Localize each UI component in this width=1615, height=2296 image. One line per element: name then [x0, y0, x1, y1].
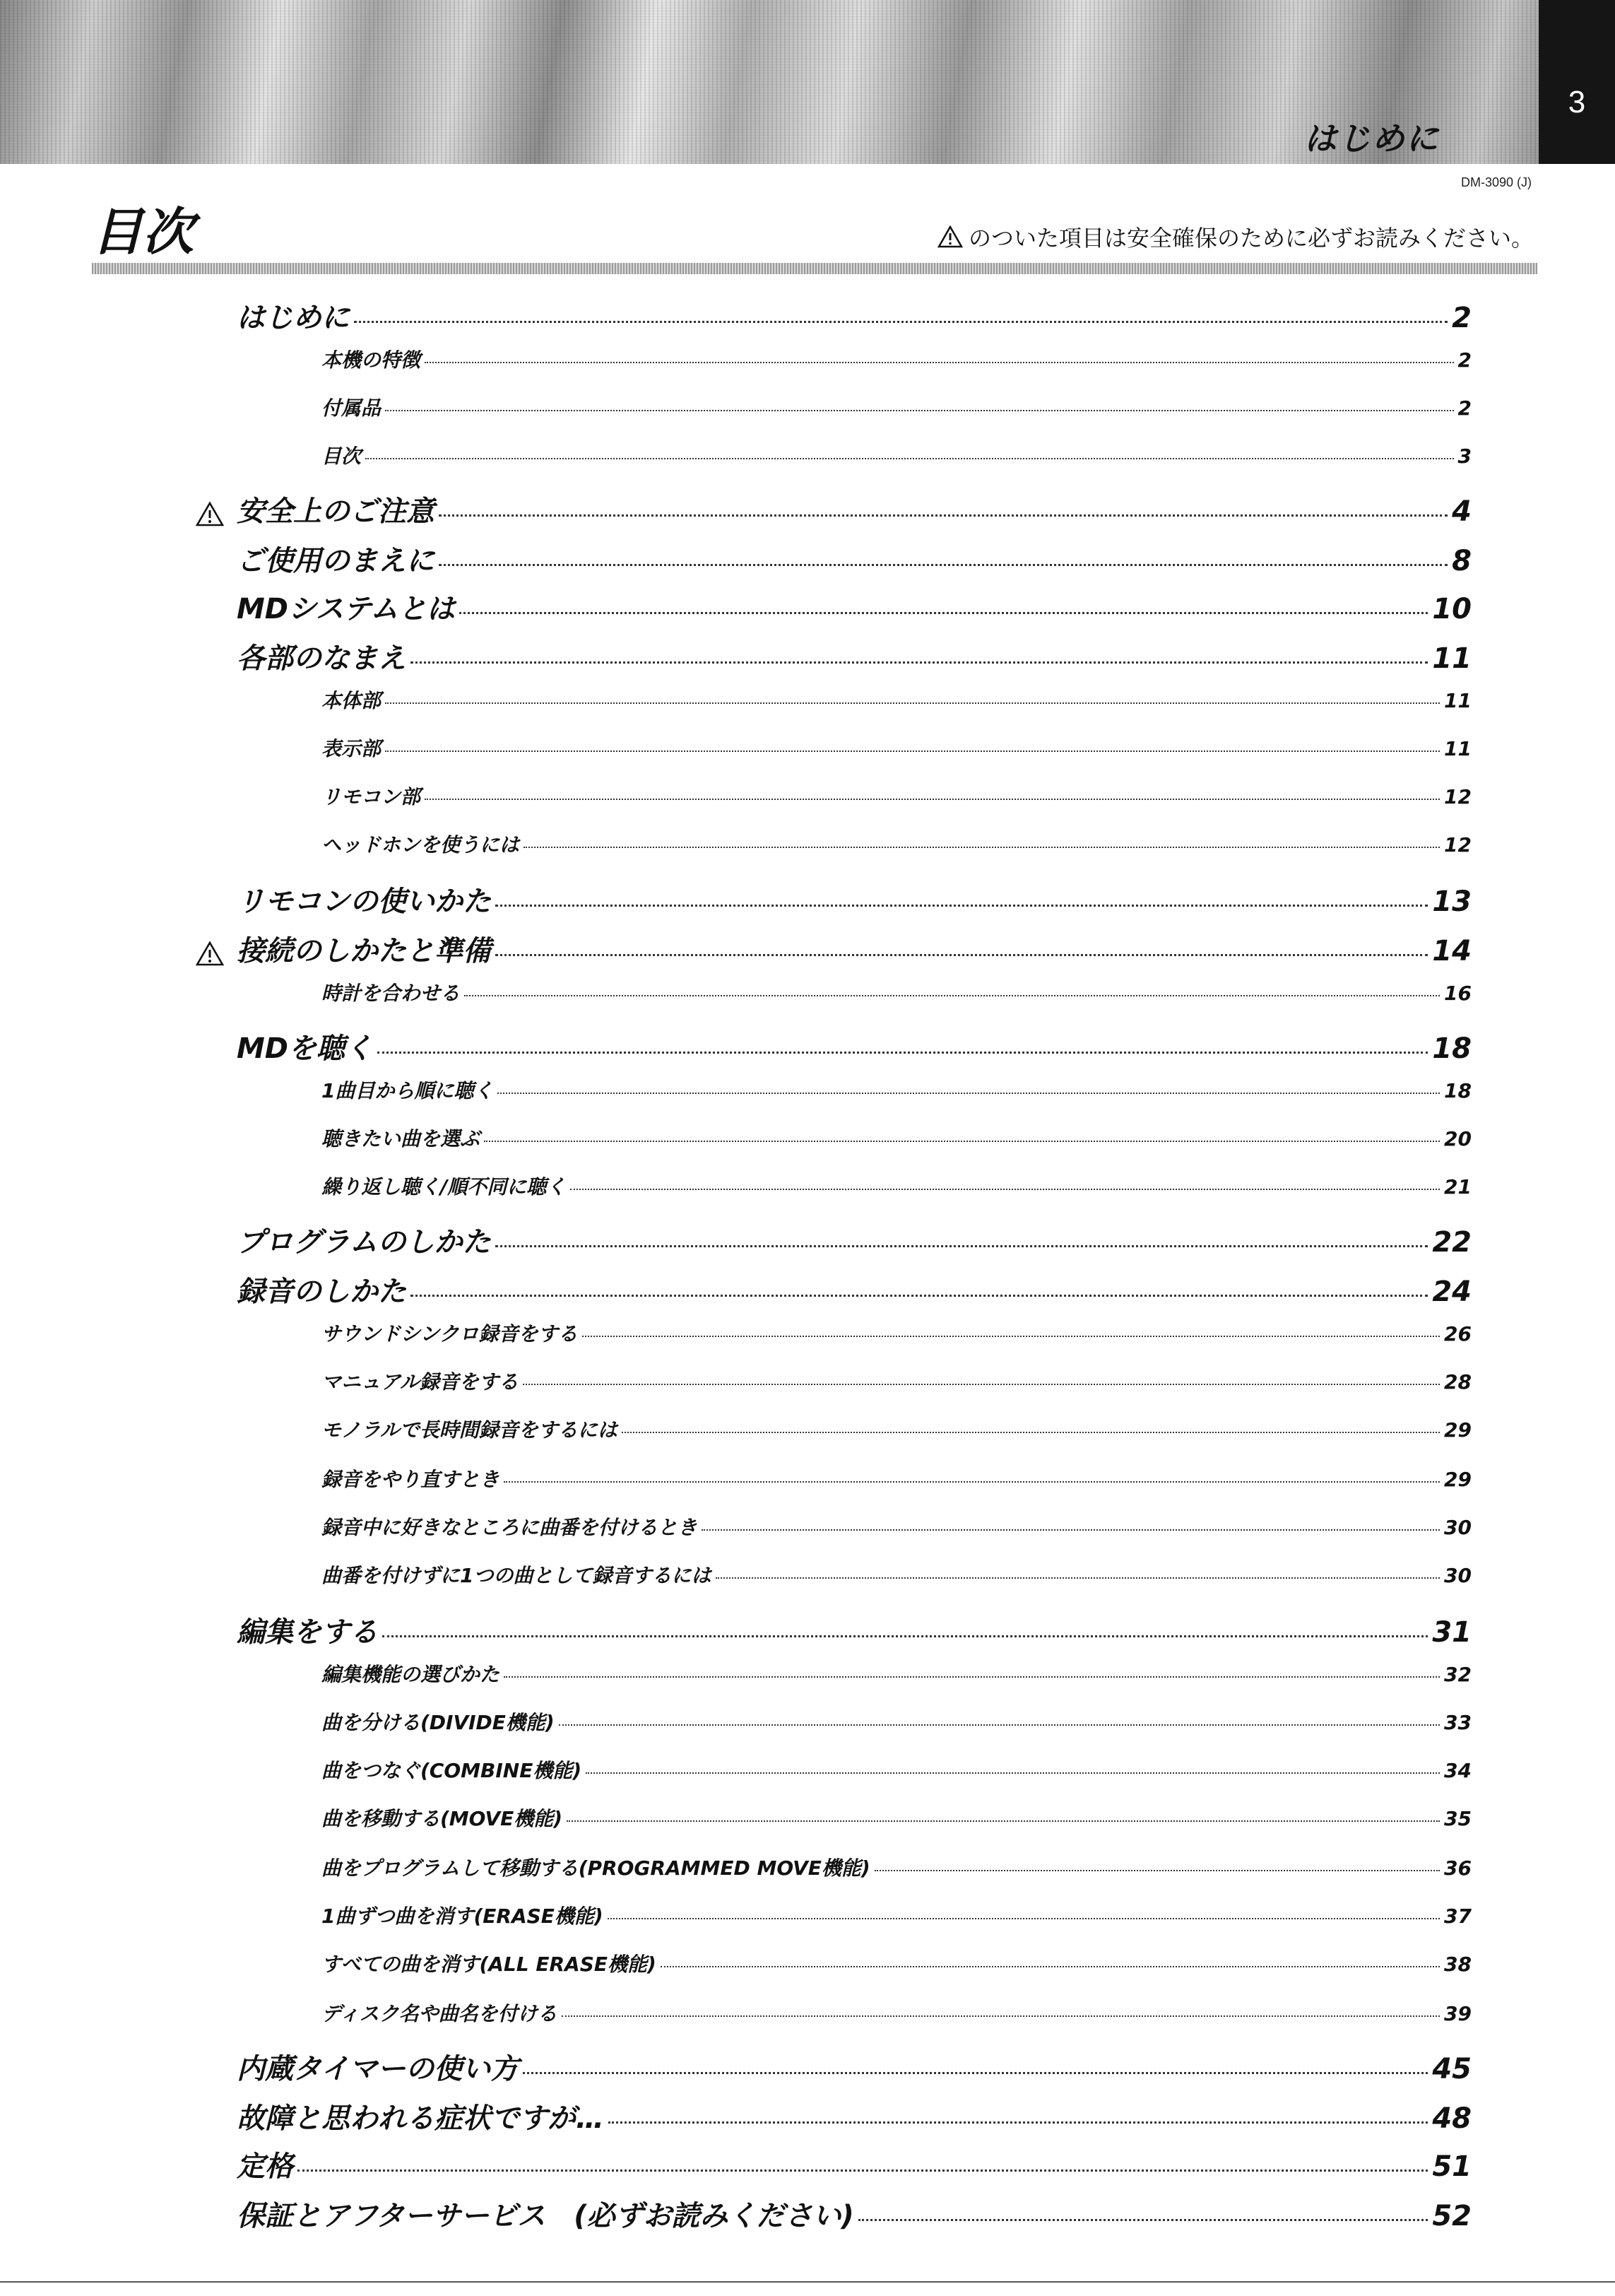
toc-page-number: 29	[1444, 1468, 1472, 1491]
warning-icon	[937, 225, 963, 248]
toc-page-number: 10	[1432, 593, 1472, 625]
toc-page-number: 21	[1444, 1175, 1472, 1199]
toc-title: リモコン部	[321, 785, 421, 808]
dot-leader	[484, 1141, 1440, 1142]
toc-title: 表示部	[321, 737, 381, 760]
page-title: 目次	[92, 202, 194, 261]
toc-page-number: 13	[1432, 885, 1472, 918]
toc-section-row	[321, 830, 1472, 858]
toc-chapter-row	[237, 1220, 1472, 1260]
toc-title: 曲を分ける(DIVIDE機能)	[321, 1711, 555, 1734]
toc-chapter-row	[237, 1610, 1472, 1650]
dot-leader	[497, 1093, 1440, 1094]
toc-title: モノラルで長時間録音をするには	[321, 1418, 617, 1442]
toc-title: サウンドシンクロ録音をする	[321, 1322, 578, 1346]
toc-page-number: 11	[1432, 642, 1472, 675]
toc-title: マニュアル録音をする	[321, 1370, 519, 1394]
toc-title: 録音をやり直すとき	[321, 1468, 500, 1491]
dot-leader	[425, 362, 1454, 363]
toc-chapter-row	[237, 2144, 1472, 2184]
toc-page-number: 12	[1444, 833, 1472, 856]
toc-title: ヘッドホンを使うには	[321, 833, 520, 856]
dot-leader	[661, 1966, 1440, 1967]
toc-title: リモコンの使いかた	[237, 885, 491, 918]
toc-title: 録音のしかた	[237, 1276, 406, 1308]
toc-title: すべての曲を消す(ALL ERASE機能)	[321, 1953, 656, 1976]
dot-leader	[354, 321, 1448, 323]
toc-title: 各部のなまえ	[237, 642, 406, 675]
dot-leader	[495, 1245, 1428, 1247]
section-label: はじめに	[1304, 119, 1440, 158]
dot-leader	[425, 799, 1440, 800]
safety-note	[937, 220, 1534, 253]
toc-page-number: 29	[1444, 1418, 1472, 1442]
toc-title: 内蔵タイマーの使い方	[237, 2053, 519, 2085]
dot-leader	[459, 612, 1428, 614]
toc-title: 時計を合わせる	[321, 982, 461, 1005]
dot-leader	[567, 1820, 1440, 1822]
toc-title: 1曲目から順に聴く	[321, 1079, 494, 1102]
toc-page-number: 11	[1444, 689, 1472, 712]
toc-section-row	[321, 1707, 1472, 1736]
dot-leader	[382, 1635, 1428, 1637]
dot-leader	[562, 2015, 1440, 2017]
toc-title: MDシステムとは	[237, 593, 456, 625]
toc-page-number: 16	[1444, 982, 1472, 1005]
toc-section-row	[321, 1560, 1472, 1589]
dot-leader	[439, 514, 1448, 517]
dot-leader	[365, 458, 1454, 459]
dot-leader	[504, 1676, 1440, 1678]
toc-page-number: 8	[1452, 545, 1472, 577]
dot-leader	[622, 1432, 1440, 1433]
dot-leader	[495, 954, 1428, 956]
toc-chapter-row	[237, 636, 1472, 676]
toc-page-number: 11	[1444, 737, 1472, 760]
dot-leader	[702, 1529, 1440, 1531]
toc-page-number: 12	[1444, 785, 1472, 808]
toc-title: ディスク名や曲名を付ける	[321, 2002, 557, 2025]
toc-title: 故障と思われる症状ですが…	[237, 2102, 604, 2135]
toc-section-row	[321, 782, 1472, 810]
toc-title: はじめに	[237, 302, 350, 334]
toc-title: 曲をつなぐ(COMBINE機能)	[321, 1759, 582, 1782]
toc-chapter-row	[237, 1026, 1472, 1066]
toc-chapter-row	[237, 489, 1472, 529]
dot-leader	[385, 410, 1454, 411]
toc-page-number: 20	[1444, 1127, 1472, 1150]
toc-section-row	[321, 1124, 1472, 1152]
toc-section-row	[321, 1367, 1472, 1395]
toc-title: 繰り返し聴く/順不同に聴く	[321, 1175, 567, 1199]
toc-section-row	[321, 978, 1472, 1006]
toc-title: 録音中に好きなところに曲番を付けるとき	[321, 1516, 698, 1539]
toc-chapter-row	[237, 879, 1472, 919]
dot-leader	[504, 1481, 1440, 1483]
dot-leader	[464, 995, 1440, 996]
toc-title: 聴きたい曲を選ぶ	[321, 1127, 480, 1150]
toc-page-number: 51	[1432, 2150, 1472, 2183]
toc-title: 接続のしかたと準備	[237, 935, 491, 967]
toc-chapter-row	[237, 2047, 1472, 2087]
toc-page-number: 26	[1444, 1322, 1472, 1346]
dot-leader	[582, 1336, 1440, 1337]
toc-section-row	[321, 685, 1472, 714]
dot-leader	[608, 2121, 1428, 2124]
toc-page-number: 14	[1432, 935, 1472, 967]
dot-leader	[523, 2072, 1428, 2074]
dot-leader	[385, 750, 1440, 752]
toc-page-number: 30	[1444, 1564, 1472, 1587]
toc-section-row	[321, 393, 1472, 421]
toc-page-number: 4	[1452, 495, 1472, 528]
toc-page-number: 34	[1444, 1759, 1472, 1782]
toc-section-row	[321, 441, 1472, 469]
toc-page-number: 22	[1432, 1226, 1472, 1259]
toc-chapter-row	[237, 929, 1472, 969]
dot-leader	[523, 847, 1440, 848]
toc-section-row	[321, 1949, 1472, 1977]
toc-section-row	[321, 1803, 1472, 1832]
dot-leader	[297, 2170, 1428, 2172]
toc-title: ご使用のまえに	[237, 545, 434, 577]
toc-page-number: 30	[1444, 1516, 1472, 1539]
toc-page-number: 38	[1444, 1953, 1472, 1976]
toc-chapter-row	[237, 295, 1472, 336]
toc-title: 付属品	[321, 396, 381, 420]
toc-title: 曲を移動する(MOVE機能)	[321, 1807, 563, 1830]
warning-icon	[196, 501, 224, 526]
toc-page-number: 31	[1432, 1616, 1472, 1649]
dot-leader	[377, 1052, 1428, 1054]
toc-page-number: 35	[1444, 1807, 1472, 1830]
toc-title: 定格	[237, 2150, 293, 2183]
toc-page-number: 48	[1432, 2102, 1472, 2135]
toc-title: 編集をする	[237, 1616, 378, 1649]
toc-page-number: 2	[1457, 348, 1472, 372]
toc-page-number: 37	[1444, 1904, 1472, 1928]
dot-leader	[608, 1918, 1440, 1919]
toc-section-row	[321, 1319, 1472, 1347]
dot-leader	[523, 1384, 1440, 1385]
toc-title: 保証とアフターサービス (必ずお読みください)	[237, 2200, 854, 2232]
dot-leader	[385, 702, 1440, 704]
toc-chapter-row	[237, 2194, 1472, 2234]
toc-page-number: 45	[1432, 2053, 1472, 2085]
toc-section-row	[321, 1659, 1472, 1688]
dot-leader	[716, 1577, 1441, 1579]
toc-chapter-row	[237, 1269, 1472, 1309]
toc-section-row	[321, 1512, 1472, 1541]
toc-title: MDを聴く	[237, 1032, 374, 1065]
toc-section-row	[321, 345, 1472, 373]
toc-page-number: 52	[1432, 2200, 1472, 2232]
toc-page-number: 24	[1432, 1276, 1472, 1308]
toc-page-number: 28	[1444, 1370, 1472, 1394]
dot-leader	[439, 564, 1448, 566]
toc-chapter-row	[237, 538, 1472, 579]
toc-title: 本機の特徴	[321, 348, 421, 372]
dot-leader	[495, 905, 1428, 907]
dot-leader	[586, 1772, 1440, 1774]
warning-icon	[196, 941, 224, 966]
toc-chapter-row	[237, 587, 1472, 627]
toc-section-row	[321, 1415, 1472, 1443]
toc-page-number: 2	[1452, 302, 1472, 334]
toc-chapter-row	[237, 2096, 1472, 2136]
toc-page-number: 3	[1457, 445, 1472, 468]
model-code: DM-3090 (J)	[1460, 175, 1532, 189]
toc-section-row	[321, 1076, 1472, 1104]
toc-title: 1曲ずつ曲を消す(ERASE機能)	[321, 1904, 603, 1928]
toc-title: 本体部	[321, 689, 381, 712]
toc-section-row	[321, 1755, 1472, 1784]
footer-rule	[0, 2281, 1615, 2283]
toc-title: 安全上のご注意	[237, 495, 434, 528]
dot-leader	[570, 1189, 1440, 1190]
safety-note-text: のついた項目は安全確保のために必ずお読みください。	[968, 225, 1534, 252]
toc-title: 曲番を付けずに1つの曲として録音するには	[321, 1564, 711, 1587]
page-number-tab	[1539, 0, 1615, 164]
toc-page-number: 36	[1444, 1856, 1472, 1880]
toc-title: 曲をプログラムして移動する(PROGRAMMED MOVE機能)	[321, 1856, 870, 1880]
toc-page-number: 33	[1444, 1711, 1472, 1734]
dot-leader	[858, 2219, 1428, 2221]
toc-page-number: 18	[1432, 1032, 1472, 1065]
title-rule	[92, 263, 1537, 274]
dot-leader	[410, 1295, 1428, 1297]
header-banner	[0, 0, 1539, 164]
toc-section-row	[321, 1172, 1472, 1200]
toc-page-number: 18	[1444, 1079, 1472, 1102]
toc-page-number: 2	[1457, 396, 1472, 420]
page-number: 3	[1568, 85, 1586, 119]
toc-title: 編集機能の選びかた	[321, 1663, 500, 1686]
toc-title: プログラムのしかた	[237, 1226, 491, 1259]
toc-section-row	[321, 1998, 1472, 2027]
dot-leader	[875, 1870, 1440, 1871]
toc-section-row	[321, 1853, 1472, 1881]
toc-section-row	[321, 734, 1472, 762]
dot-leader	[410, 661, 1428, 664]
toc-section-row	[321, 1464, 1472, 1493]
toc-page-number: 32	[1444, 1663, 1472, 1686]
toc-section-row	[321, 1901, 1472, 1929]
dot-leader	[559, 1724, 1440, 1726]
toc-page-number: 39	[1444, 2002, 1472, 2025]
toc-title: 目次	[321, 445, 362, 468]
